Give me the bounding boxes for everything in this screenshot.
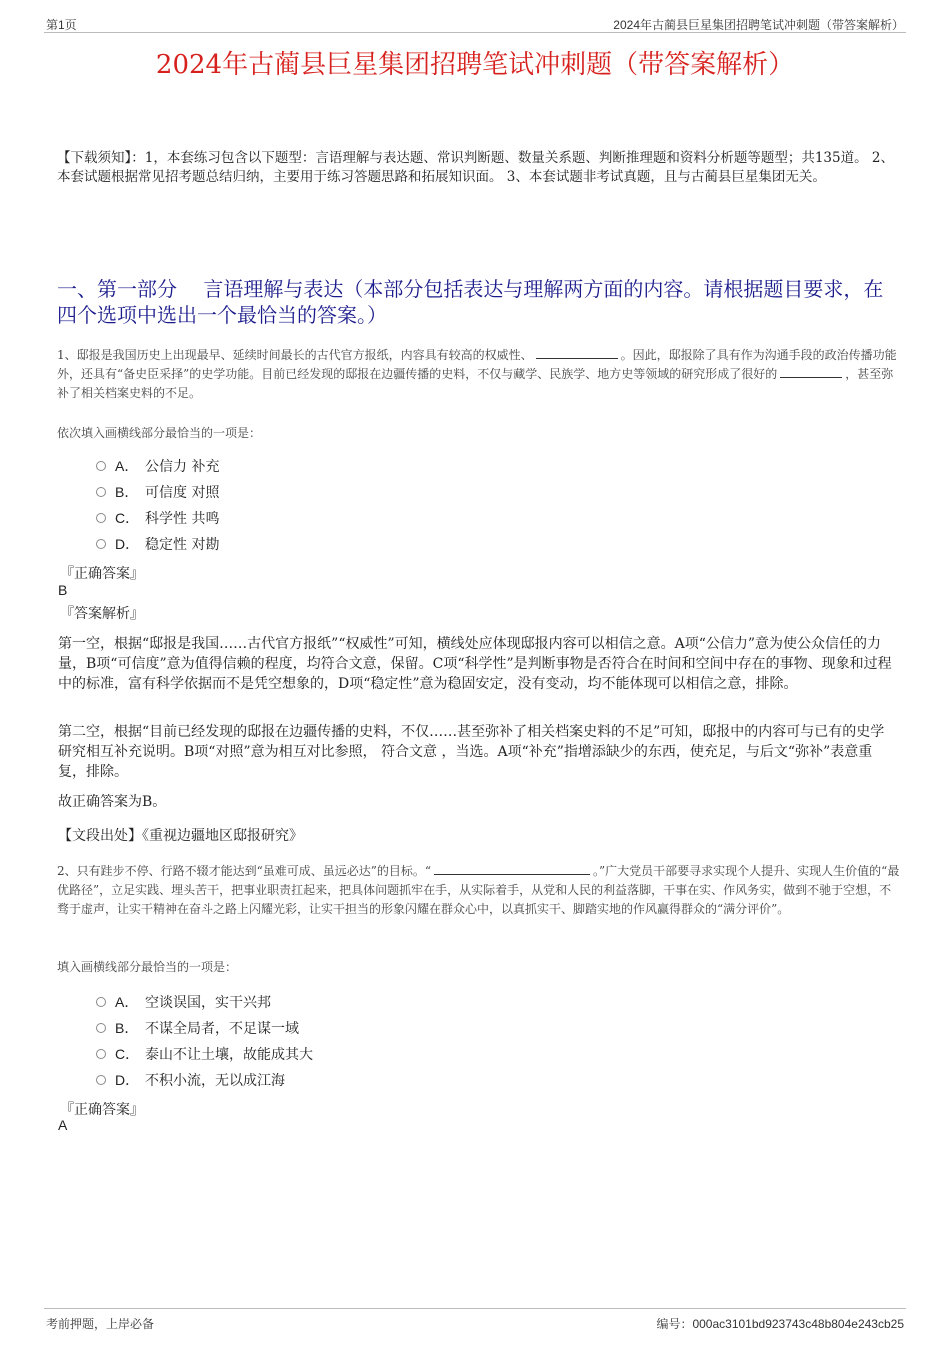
q2-option-a[interactable]: A． 空谈误国，实干兴邦 xyxy=(96,992,271,1012)
footer-slogan: 考前押题，上岸必备 xyxy=(46,1317,155,1331)
document-title: 2024年古蔺县巨星集团招聘笔试冲刺题（带答案解析） xyxy=(155,50,795,80)
q2-answer: A xyxy=(58,1117,68,1133)
question-1-instruction: 依次填入画横线部分最恰当的一项是： xyxy=(57,426,262,440)
fill-blank xyxy=(536,346,618,359)
fill-blank xyxy=(434,862,590,875)
q2-option-b[interactable]: B． 不谋全局者，不足谋一域 xyxy=(96,1018,299,1038)
q1-source: 【文段出处】《重视边疆地区邸报研究》 xyxy=(58,828,303,844)
question-2-instruction: 填入画横线部分最恰当的一项是： xyxy=(57,960,238,974)
q1-option-c[interactable]: C． 科学性 共鸣 xyxy=(96,508,219,528)
q1-analysis-label: 『答案解析』 xyxy=(60,606,144,622)
q1-conclusion: 故正确答案为B。 xyxy=(58,794,167,810)
q1-option-d[interactable]: D． 稳定性 对勘 xyxy=(96,534,219,554)
radio-icon[interactable] xyxy=(96,1049,106,1059)
page-number: 第1页 xyxy=(46,18,77,32)
radio-icon[interactable] xyxy=(96,1023,106,1033)
q2-option-c[interactable]: C． 泰山不让土壤，故能成其大 xyxy=(96,1044,313,1064)
page-header xyxy=(44,14,906,33)
question-2-text: 2、只有跬步不停、行路不辍才能达到“虽难可成、虽远必达”的目标。“ 。”广大党员干部要寻求实现个人提升、实现人生价值的“最优路径”，立足实践、埋头苦干，把事业职责扛起来，把具体问题抓牢在手，从实际着手，从党和人民的利益落脚，干事在实、作风务实，做到不驰于空想，不骛于虚声，让实干精神在奋斗之路上闪耀光彩，让实干担当的形象闪耀在群众心中，以真抓实干、脚踏实地的作风赢得群众的“满分评价”。 xyxy=(57,864,900,916)
q1-analysis-paragraph-2: 第二空，根据“目前已经发现的邸报在边疆传播的史料，不仅……甚至弥补了相关档案史料的不足”可知，邸报中的内容可与已有的史学研究相互补充说明。B项“对照”意为相互对比参照， 符合文意 ，当选。A项“补充”指增添缺少的东西，使充足，与后文“弥补”表意重复，排除。 xyxy=(58,724,885,780)
header-doc-title: 2024年古蔺县巨星集团招聘笔试冲刺题（带答案解析） xyxy=(613,18,904,32)
fill-blank xyxy=(780,365,842,378)
q2-answer-label: 『正确答案』 xyxy=(60,1102,144,1118)
radio-icon[interactable] xyxy=(96,1075,106,1085)
radio-icon[interactable] xyxy=(96,487,106,497)
q1-option-a[interactable]: A． 公信力 补充 xyxy=(96,456,219,476)
radio-icon[interactable] xyxy=(96,461,106,471)
page-footer xyxy=(44,1308,906,1329)
q1-answer-label: 『正确答案』 xyxy=(60,566,144,582)
section-heading: 一、第一部分 言语理解与表达（本部分包括表达与理解两方面的内容。请根据题目要求，在四个选项中选出一个最恰当的答案。） xyxy=(57,277,884,327)
radio-icon[interactable] xyxy=(96,997,106,1007)
q1-analysis-paragraph-1: 第一空，根据“邸报是我国……古代官方报纸”“权威性”可知，横线处应体现邸报内容可以相信之意。A项“公信力”意为使公众信任的力量，B项“可信度”意为值得信赖的程度，均符合文意，保留。C项“科学性”是判断事物是否符合在时间和空间中存在的事物、现象和过程中的标准，富有科学依据而不是凭空想象的，D项“稳定性”意为稳固安定，没有变动，均不能体现可以相信之意，排除。 xyxy=(58,636,892,692)
q1-option-b[interactable]: B． 可信度 对照 xyxy=(96,482,219,502)
radio-icon[interactable] xyxy=(96,539,106,549)
document-id: 编号：000ac3101bd923743c48b804e243cb25 xyxy=(656,1317,904,1331)
radio-icon[interactable] xyxy=(96,513,106,523)
q1-answer: B xyxy=(58,582,68,598)
question-1-text: 1、邸报是我国历史上出现最早、延续时间最长的古代官方报纸，内容具有较高的权威性、 。因此，邸报除了具有作为沟通手段的政治传播功能外，还具有“备史臣采择”的史学功能。目前已经发现的邸报在边疆传播的史料，不仅与藏学、民族学、地方史等领域的研究形成了很好的 ，甚至弥补了相关档案史料的不足。 xyxy=(57,348,897,400)
download-notice: 【下载须知】：1，本套练习包含以下题型：言语理解与表达题、常识判断题、数量关系题、判断推理题和资料分析题等题型；共135道。 2、本套试题根据常见招考题总结归纳，主要用于练习答题思路和拓展知识面。 3、本套试题非考试真题，且与古蔺县巨星集团无关。 xyxy=(57,150,894,185)
q2-option-d[interactable]: D． 不积小流，无以成江海 xyxy=(96,1070,285,1090)
